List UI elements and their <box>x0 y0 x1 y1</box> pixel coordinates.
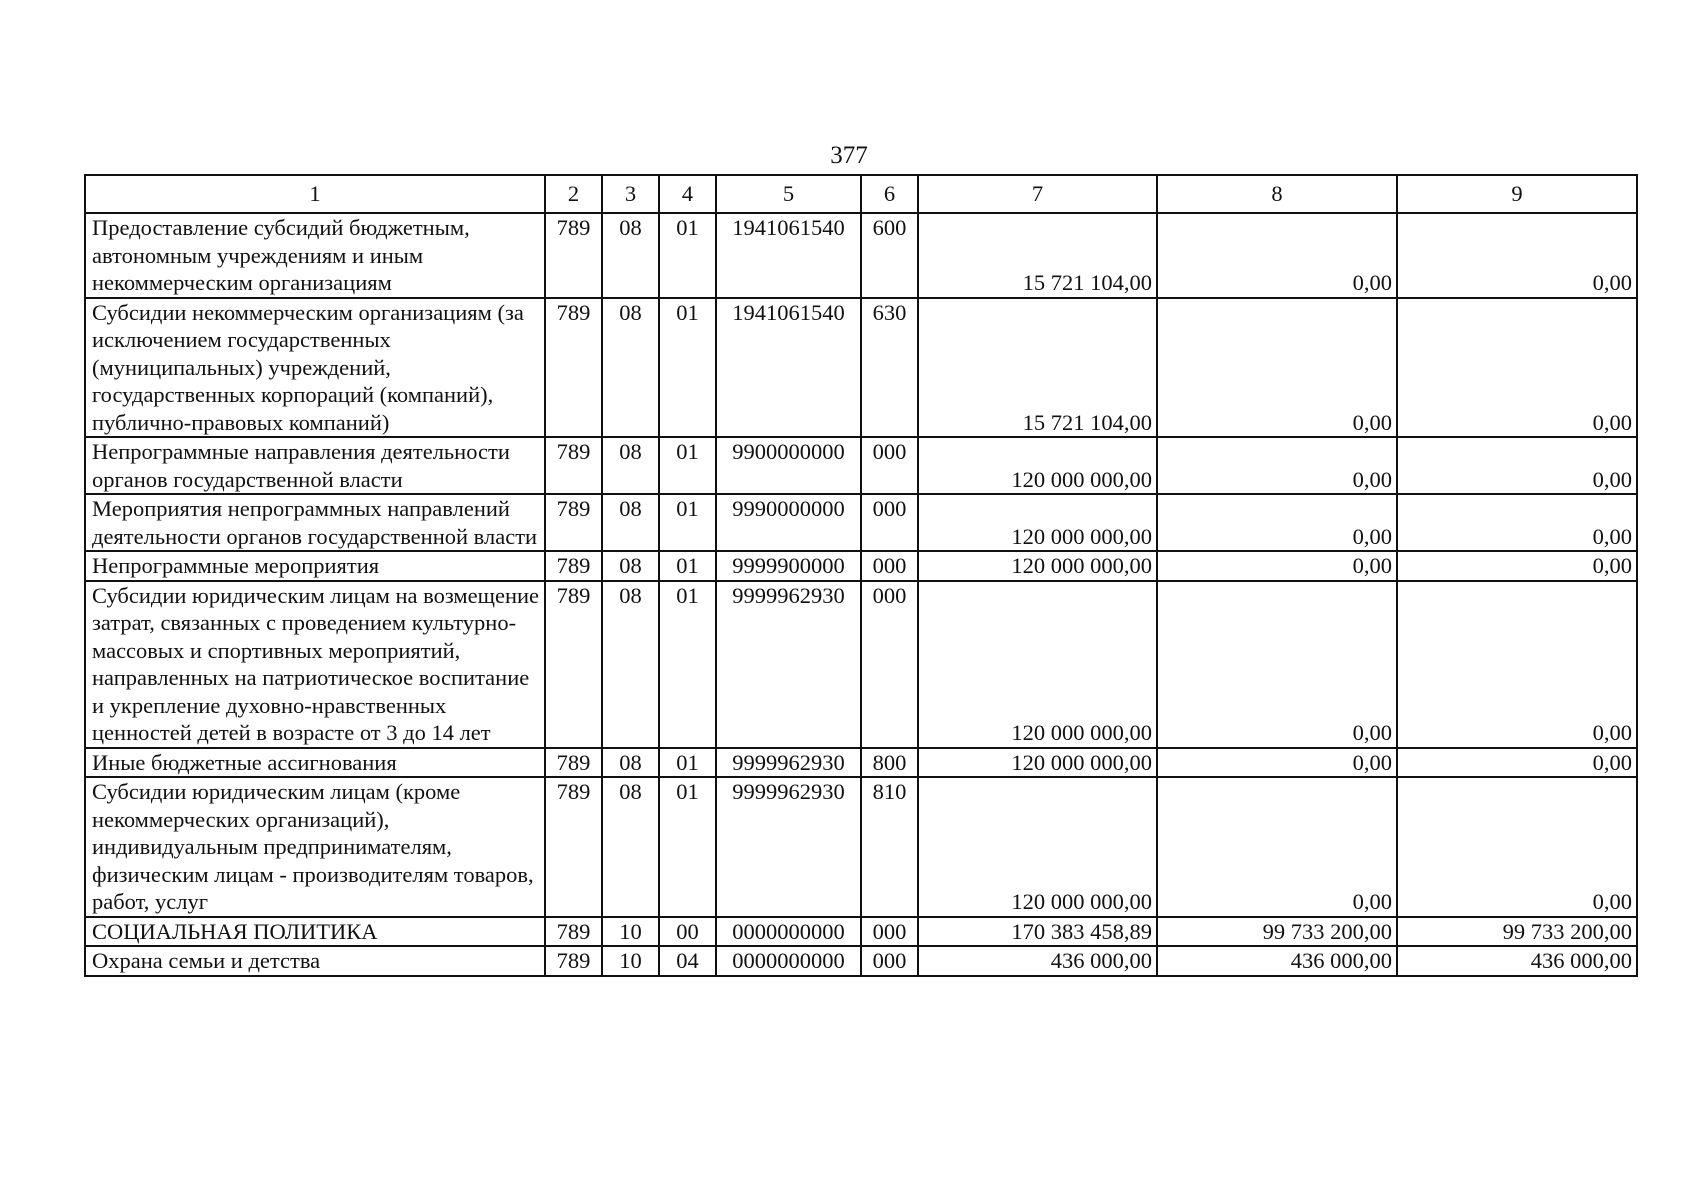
ministry-code-cell: 789 <box>545 213 602 298</box>
table-header-row <box>85 175 1637 213</box>
amount-cell: 0,00 <box>1397 437 1637 494</box>
section-code-cell: 10 <box>602 946 659 976</box>
amount-cell: 436 000,00 <box>1157 946 1397 976</box>
expense-type-cell: 000 <box>861 551 918 581</box>
amount-cell: 120 000 000,00 <box>918 581 1157 748</box>
amount-cell: 0,00 <box>1157 298 1397 438</box>
section-code-cell: 08 <box>602 437 659 494</box>
target-article-cell: 1941061540 <box>716 298 861 438</box>
table-row <box>85 748 1637 778</box>
item-name-cell: Субсидии некоммерческим организациям (за исключением государственных (муниципальных) учреждений, государственных корпораций (компаний), публично-правовых компаний) <box>85 298 545 438</box>
item-name-cell: СОЦИАЛЬНАЯ ПОЛИТИКА <box>85 917 545 947</box>
amount-cell: 120 000 000,00 <box>918 494 1157 551</box>
amount-cell: 99 733 200,00 <box>1397 917 1637 947</box>
expense-type-cell: 600 <box>861 213 918 298</box>
ministry-code-cell: 789 <box>545 551 602 581</box>
amount-cell: 0,00 <box>1157 551 1397 581</box>
subsection-code-cell: 04 <box>659 946 716 976</box>
page-number: 377 <box>830 142 868 169</box>
section-code-cell: 08 <box>602 551 659 581</box>
expense-type-cell: 000 <box>861 917 918 947</box>
target-article-cell: 9999900000 <box>716 551 861 581</box>
amount-cell: 0,00 <box>1157 437 1397 494</box>
column-header: 5 <box>716 175 861 213</box>
column-header: 9 <box>1397 175 1637 213</box>
section-code-cell: 08 <box>602 748 659 778</box>
amount-cell: 170 383 458,89 <box>918 917 1157 947</box>
budget-table <box>84 174 1638 977</box>
section-code-cell: 08 <box>602 494 659 551</box>
amount-cell: 0,00 <box>1397 581 1637 748</box>
section-code-cell: 08 <box>602 777 659 917</box>
amount-cell: 0,00 <box>1397 551 1637 581</box>
column-header: 4 <box>659 175 716 213</box>
table-row <box>85 581 1637 748</box>
subsection-code-cell: 01 <box>659 581 716 748</box>
item-name-cell: Непрограммные мероприятия <box>85 551 545 581</box>
ministry-code-cell: 789 <box>545 946 602 976</box>
column-header: 2 <box>545 175 602 213</box>
ministry-code-cell: 789 <box>545 917 602 947</box>
amount-cell: 120 000 000,00 <box>918 748 1157 778</box>
expense-type-cell: 810 <box>861 777 918 917</box>
item-name-cell: Мероприятия непрограммных направлений деятельности органов государственной власти <box>85 494 545 551</box>
subsection-code-cell: 01 <box>659 213 716 298</box>
amount-cell: 0,00 <box>1397 777 1637 917</box>
table-row <box>85 298 1637 438</box>
ministry-code-cell: 789 <box>545 298 602 438</box>
item-name-cell: Непрограммные направления деятельности органов государственной власти <box>85 437 545 494</box>
target-article-cell: 9999962930 <box>716 748 861 778</box>
column-header: 8 <box>1157 175 1397 213</box>
target-article-cell: 9999962930 <box>716 777 861 917</box>
target-article-cell: 0000000000 <box>716 946 861 976</box>
item-name-cell: Предоставление субсидий бюджетным, автономным учреждениям и иным некоммерческим организациям <box>85 213 545 298</box>
table-row <box>85 551 1637 581</box>
expense-type-cell: 000 <box>861 581 918 748</box>
expense-type-cell: 000 <box>861 494 918 551</box>
target-article-cell: 9999962930 <box>716 581 861 748</box>
section-code-cell: 10 <box>602 917 659 947</box>
expense-type-cell: 630 <box>861 298 918 438</box>
target-article-cell: 1941061540 <box>716 213 861 298</box>
item-name-cell: Субсидии юридическим лицам (кроме некоммерческих организаций), индивидуальным предпринимателям, физическим лицам - производителям товаров, работ, услуг <box>85 777 545 917</box>
amount-cell: 0,00 <box>1397 748 1637 778</box>
amount-cell: 0,00 <box>1157 748 1397 778</box>
target-article-cell: 9990000000 <box>716 494 861 551</box>
table-row <box>85 946 1637 976</box>
amount-cell: 0,00 <box>1157 213 1397 298</box>
subsection-code-cell: 00 <box>659 917 716 947</box>
section-code-cell: 08 <box>602 213 659 298</box>
item-name-cell: Иные бюджетные ассигнования <box>85 748 545 778</box>
column-header: 1 <box>85 175 545 213</box>
ministry-code-cell: 789 <box>545 494 602 551</box>
item-name-cell: Субсидии юридическим лицам на возмещение затрат, связанных с проведением культурно-массовых и спортивных мероприятий, направленных на патриотическое воспитание и укрепление духовно-нравственных ценностей детей в возрасте от 3 до 14 лет <box>85 581 545 748</box>
subsection-code-cell: 01 <box>659 437 716 494</box>
amount-cell: 15 721 104,00 <box>918 213 1157 298</box>
expense-type-cell: 800 <box>861 748 918 778</box>
ministry-code-cell: 789 <box>545 437 602 494</box>
target-article-cell: 0000000000 <box>716 917 861 947</box>
amount-cell: 120 000 000,00 <box>918 777 1157 917</box>
subsection-code-cell: 01 <box>659 551 716 581</box>
item-name-cell: Охрана семьи и детства <box>85 946 545 976</box>
ministry-code-cell: 789 <box>545 581 602 748</box>
amount-cell: 120 000 000,00 <box>918 551 1157 581</box>
subsection-code-cell: 01 <box>659 777 716 917</box>
amount-cell: 0,00 <box>1397 298 1637 438</box>
table-row <box>85 777 1637 917</box>
amount-cell: 0,00 <box>1157 777 1397 917</box>
column-header: 3 <box>602 175 659 213</box>
amount-cell: 120 000 000,00 <box>918 437 1157 494</box>
subsection-code-cell: 01 <box>659 748 716 778</box>
expense-type-cell: 000 <box>861 437 918 494</box>
table-row <box>85 437 1637 494</box>
subsection-code-cell: 01 <box>659 298 716 438</box>
amount-cell: 0,00 <box>1397 213 1637 298</box>
expense-type-cell: 000 <box>861 946 918 976</box>
subsection-code-cell: 01 <box>659 494 716 551</box>
section-code-cell: 08 <box>602 298 659 438</box>
column-header: 6 <box>861 175 918 213</box>
target-article-cell: 9900000000 <box>716 437 861 494</box>
amount-cell: 15 721 104,00 <box>918 298 1157 438</box>
amount-cell: 0,00 <box>1157 581 1397 748</box>
ministry-code-cell: 789 <box>545 748 602 778</box>
amount-cell: 0,00 <box>1397 494 1637 551</box>
section-code-cell: 08 <box>602 581 659 748</box>
table-row <box>85 213 1637 298</box>
amount-cell: 436 000,00 <box>918 946 1157 976</box>
amount-cell: 436 000,00 <box>1397 946 1637 976</box>
column-header: 7 <box>918 175 1157 213</box>
amount-cell: 0,00 <box>1157 494 1397 551</box>
table-row <box>85 917 1637 947</box>
amount-cell: 99 733 200,00 <box>1157 917 1397 947</box>
table-row <box>85 494 1637 551</box>
ministry-code-cell: 789 <box>545 777 602 917</box>
